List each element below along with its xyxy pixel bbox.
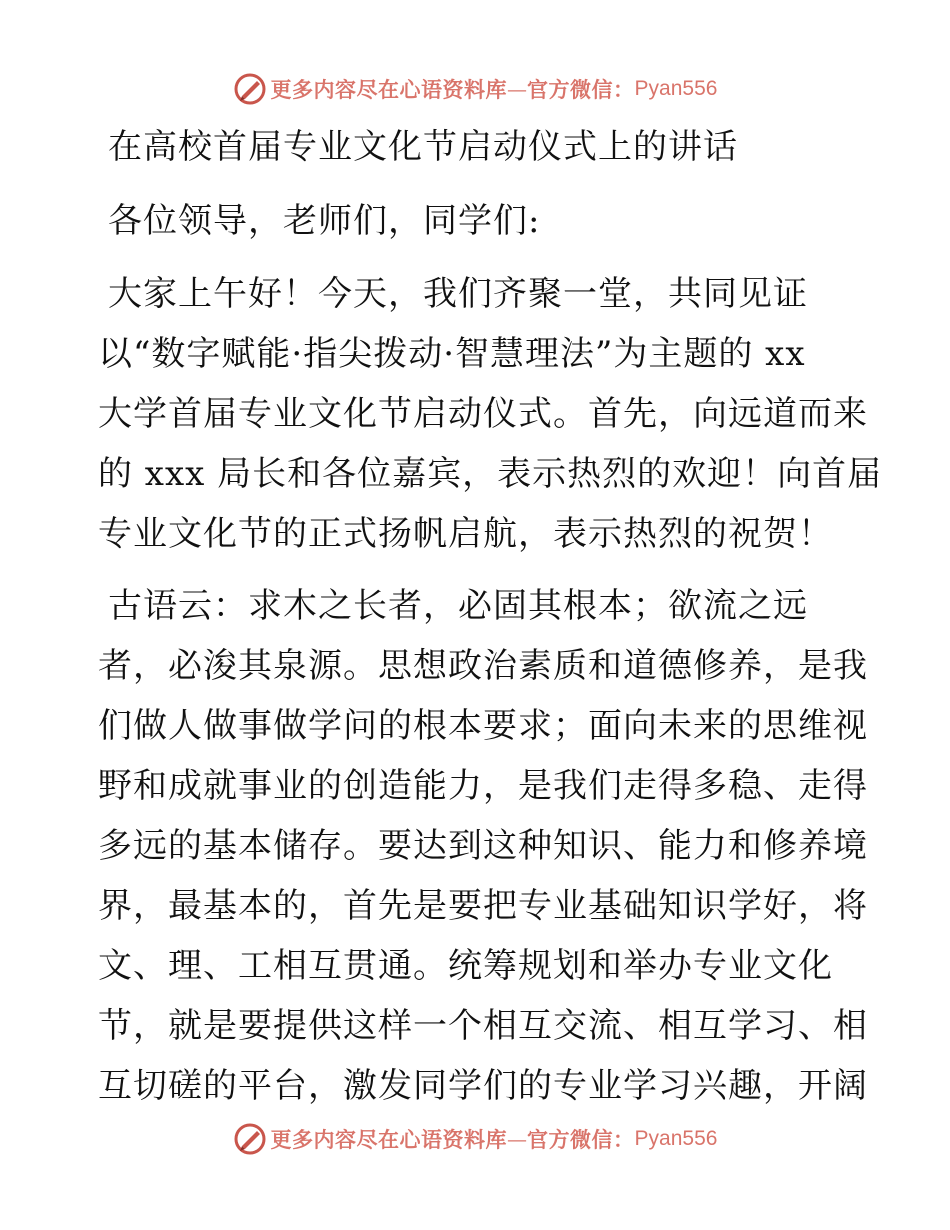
paragraph-line: 以“数字赋能·指尖拨动·智慧理法”为主题的 xx	[98, 334, 806, 374]
paragraph-line: 节，就是要提供这样一个相互交流、相互学习、相	[98, 1006, 868, 1046]
paragraph-line: 文、理、工相互贯通。统筹规划和举办专业文化	[98, 946, 833, 986]
paragraph-line: 互切磋的平台，激发同学们的专业学习兴趣，开阔	[98, 1066, 868, 1106]
paragraph-line: 专业文化节的正式扬帆启航，表示热烈的祝贺！	[98, 514, 833, 554]
salutation: 各位领导，老师们，同学们:	[108, 201, 541, 241]
pen-logo-icon	[233, 1122, 267, 1156]
paragraph-line: 古语云：求木之长者，必固其根本；欲流之远	[108, 586, 808, 626]
document-title: 在高校首届专业文化节启动仪式上的讲话	[108, 127, 738, 167]
banner-wechat-label: 官方微信：	[527, 77, 635, 102]
paragraph-line: 的 xxx 局长和各位嘉宾，表示热烈的欢迎！向首届	[98, 454, 883, 494]
pen-logo-icon	[233, 72, 267, 106]
banner-site-text: 更多内容尽在心语资料库	[270, 77, 508, 102]
paragraph-line: 野和成就事业的创造能力，是我们走得多稳、走得	[98, 766, 868, 806]
paragraph-line: 者，必浚其泉源。思想政治素质和道德修养，是我	[98, 646, 868, 686]
banner-dash: —	[507, 1127, 528, 1151]
paragraph-line: 多远的基本储存。要达到这种知识、能力和修养境	[98, 826, 868, 866]
paragraph-line: 们做人做事做学问的根本要求；面向未来的思维视	[98, 706, 868, 746]
banner-wechat-label: 官方微信：	[527, 1127, 635, 1152]
banner-wechat-id: Pyan556	[634, 1127, 718, 1150]
paragraph-line: 大家上午好！今天，我们齐聚一堂，共同见证	[108, 274, 808, 314]
header-watermark-banner	[0, 72, 950, 106]
banner-dash: —	[507, 77, 528, 101]
footer-watermark-banner	[0, 1122, 950, 1156]
banner-wechat-id: Pyan556	[634, 77, 718, 100]
paragraph-line: 界，最基本的，首先是要把专业基础知识学好，将	[98, 886, 868, 926]
paragraph-line: 大学首届专业文化节启动仪式。首先，向远道而来	[98, 394, 868, 434]
banner-site-text: 更多内容尽在心语资料库	[270, 1127, 508, 1152]
